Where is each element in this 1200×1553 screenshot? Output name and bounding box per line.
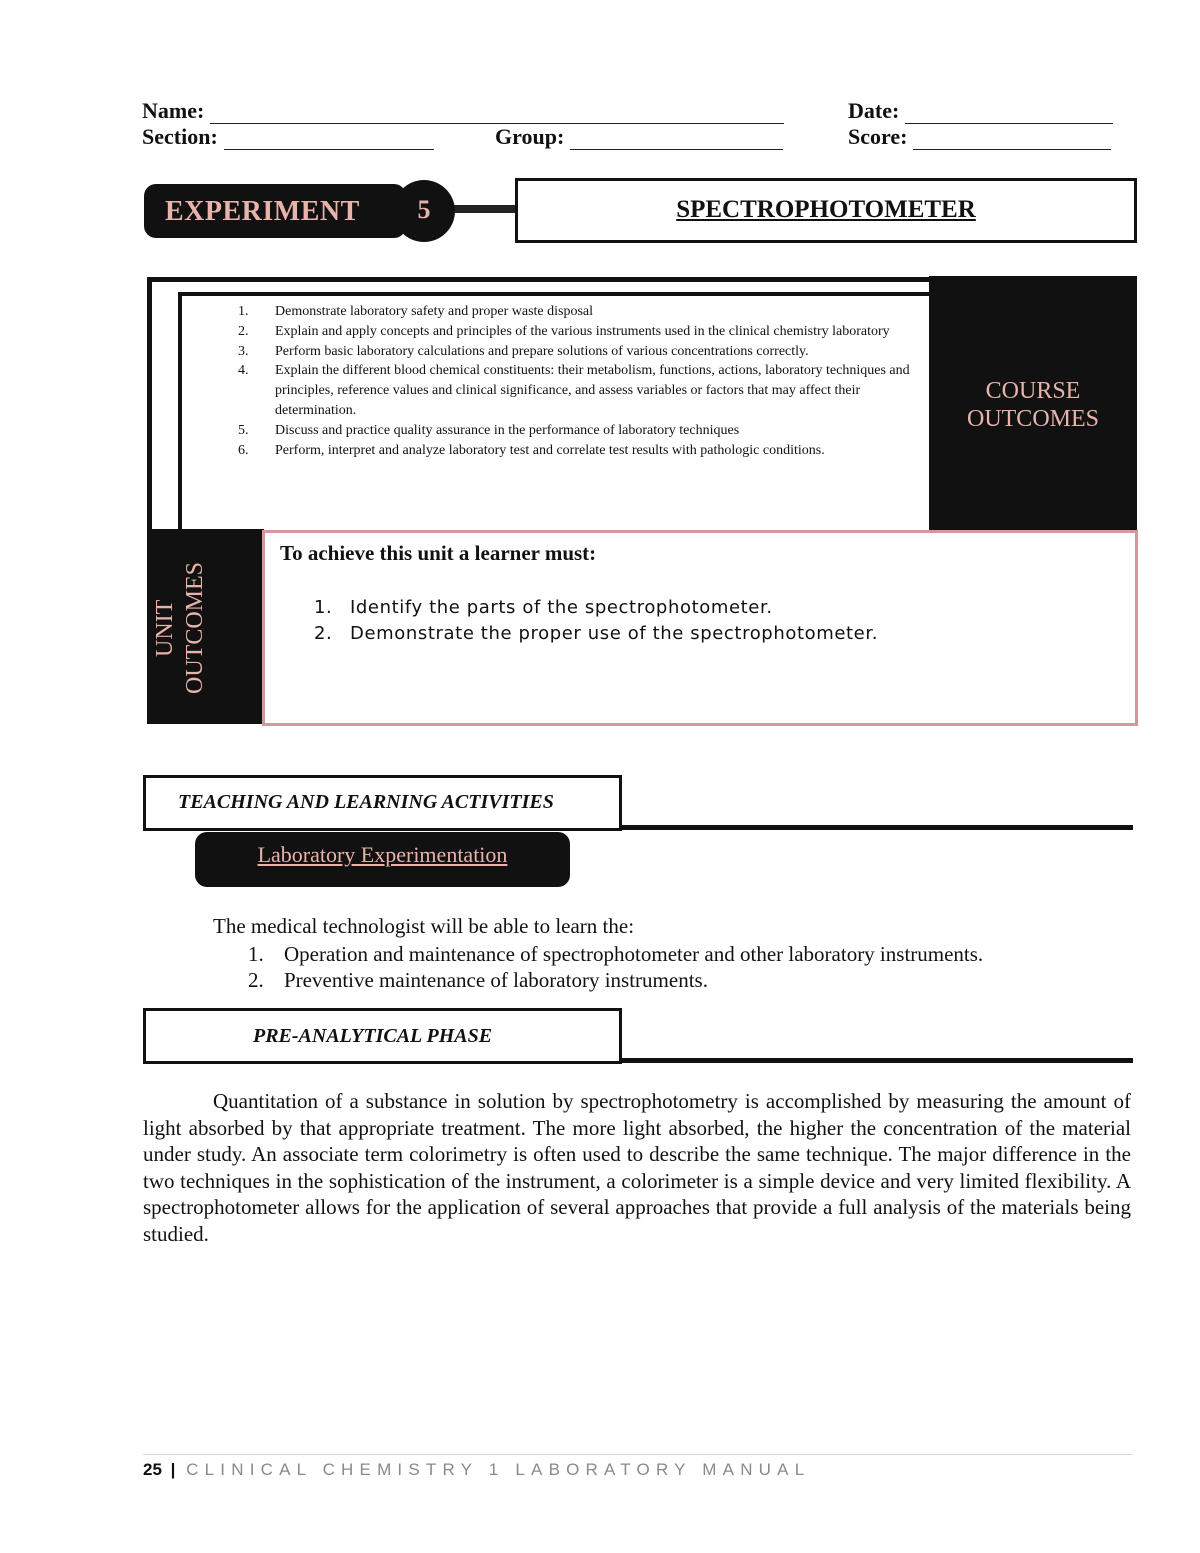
list-text: Operation and maintenance of spectrophotometer and other laboratory instruments. [284, 942, 984, 966]
list-number: 5. [238, 422, 249, 438]
course-outcomes-list [232, 302, 912, 460]
score-line[interactable] [913, 129, 1111, 150]
section-field[interactable] [142, 124, 434, 150]
list-item [232, 342, 912, 362]
name-line[interactable] [210, 103, 784, 124]
list-number: 4. [238, 363, 249, 379]
course-outcomes-label-line1: COURSE [985, 378, 1081, 404]
teaching-heading-rule [619, 825, 1133, 830]
list-item [232, 441, 912, 461]
experiment-connector [452, 205, 518, 213]
list-number: 3. [238, 343, 249, 359]
list-item [248, 967, 983, 993]
experiment-title: SPECTROPHOTOMETER [676, 196, 976, 223]
outcomes-frame-top [147, 277, 932, 282]
footer-title: CLINICAL CHEMISTRY 1 LABORATORY MANUAL [186, 1460, 811, 1479]
list-item [232, 421, 912, 441]
unit-outcomes-heading: To achieve this unit a learner must: [280, 541, 597, 565]
course-outcomes-label [929, 377, 1137, 433]
score-field[interactable] [848, 124, 1111, 150]
list-text: Explain the different blood chemical constituents: their metabolism, functions, actions, laboratory techniques and principles, reference values and clinical significance, and assess variables or factors that may affect their determination. [275, 363, 910, 418]
list-number: 6. [238, 442, 249, 458]
name-field[interactable] [142, 98, 784, 124]
list-text: Preventive maintenance of laboratory instruments. [284, 968, 708, 992]
list-item [232, 361, 912, 420]
pre-analytical-paragraph: Quantitation of a substance in solution by spectrophotometry is accomplished by measuring the amount of light absorbed by that appropriate treatment. The more light absorbed, the higher the concentration of the material under study. An associate term colorimetry is often used to describe the same technique. The major difference in the two techniques in the sophistication of the instrument, a colorimeter is a simple device and very limited flexibility. A spectrophotometer allows for the application of several approaches that provide a full analysis of the materials being studied. [143, 1089, 1131, 1246]
unit-outcomes-label [150, 562, 262, 694]
section-line[interactable] [224, 129, 434, 150]
footer-divider [143, 1454, 1133, 1455]
teaching-heading: TEACHING AND LEARNING ACTIVITIES [178, 791, 554, 813]
name-label: Name: [142, 98, 205, 123]
list-item [312, 621, 878, 647]
list-text: Discuss and practice quality assurance in the performance of laboratory techniques [275, 422, 740, 438]
list-item [248, 941, 983, 967]
list-item [232, 322, 912, 342]
outcomes-inner-left [178, 292, 182, 532]
list-text: Perform basic laboratory calculations and prepare solutions of various concentrations correctly. [275, 343, 809, 359]
section-label: Section: [142, 124, 218, 149]
list-text: Demonstrate the proper use of the spectrophotometer. [350, 623, 879, 644]
group-field[interactable] [495, 124, 783, 150]
score-label: Score: [848, 124, 908, 149]
date-line[interactable] [905, 103, 1113, 124]
date-field[interactable] [848, 98, 1113, 124]
learning-list [248, 941, 983, 993]
experiment-label: EXPERIMENT [165, 196, 360, 227]
list-text: Demonstrate laboratory safety and proper waste disposal [275, 304, 594, 319]
unit-outcomes-label-line2: OUTCOMES [182, 561, 208, 694]
list-text: Identify the parts of the spectrophotometer. [350, 597, 773, 618]
list-number: 2. [314, 623, 333, 644]
list-item [232, 302, 912, 322]
list-number: 2. [238, 323, 249, 339]
list-number: 1. [314, 597, 333, 618]
date-label: Date: [848, 98, 900, 123]
pre-analytical-heading-rule [619, 1058, 1133, 1063]
experiment-number: 5 [417, 195, 431, 224]
lab-experimentation-link[interactable]: Laboratory Experimentation [257, 842, 508, 867]
group-label: Group: [495, 124, 565, 149]
outcomes-inner-top [178, 292, 932, 296]
list-text: Explain and apply concepts and principles of the various instruments used in the clinical chemistry laboratory [275, 323, 890, 339]
list-text: Perform, interpret and analyze laboratory test and correlate test results with pathologic conditions. [275, 442, 825, 458]
footer-separator: | [170, 1460, 176, 1479]
learning-intro: The medical technologist will be able to learn the: [213, 914, 635, 938]
unit-outcomes-label-line1: UNIT [152, 599, 178, 657]
course-outcomes-label-line2: OUTCOMES [966, 406, 1099, 432]
list-item [312, 595, 878, 621]
footer [143, 1460, 810, 1480]
list-number: 1. [248, 942, 264, 966]
group-line[interactable] [570, 129, 783, 150]
unit-outcomes-list [312, 595, 878, 647]
list-number: 1. [238, 304, 249, 319]
page-number: 25 [143, 1460, 162, 1479]
list-number: 2. [248, 968, 264, 992]
pre-analytical-heading: PRE-ANALYTICAL PHASE [253, 1025, 493, 1047]
outcomes-frame-left [147, 277, 152, 532]
